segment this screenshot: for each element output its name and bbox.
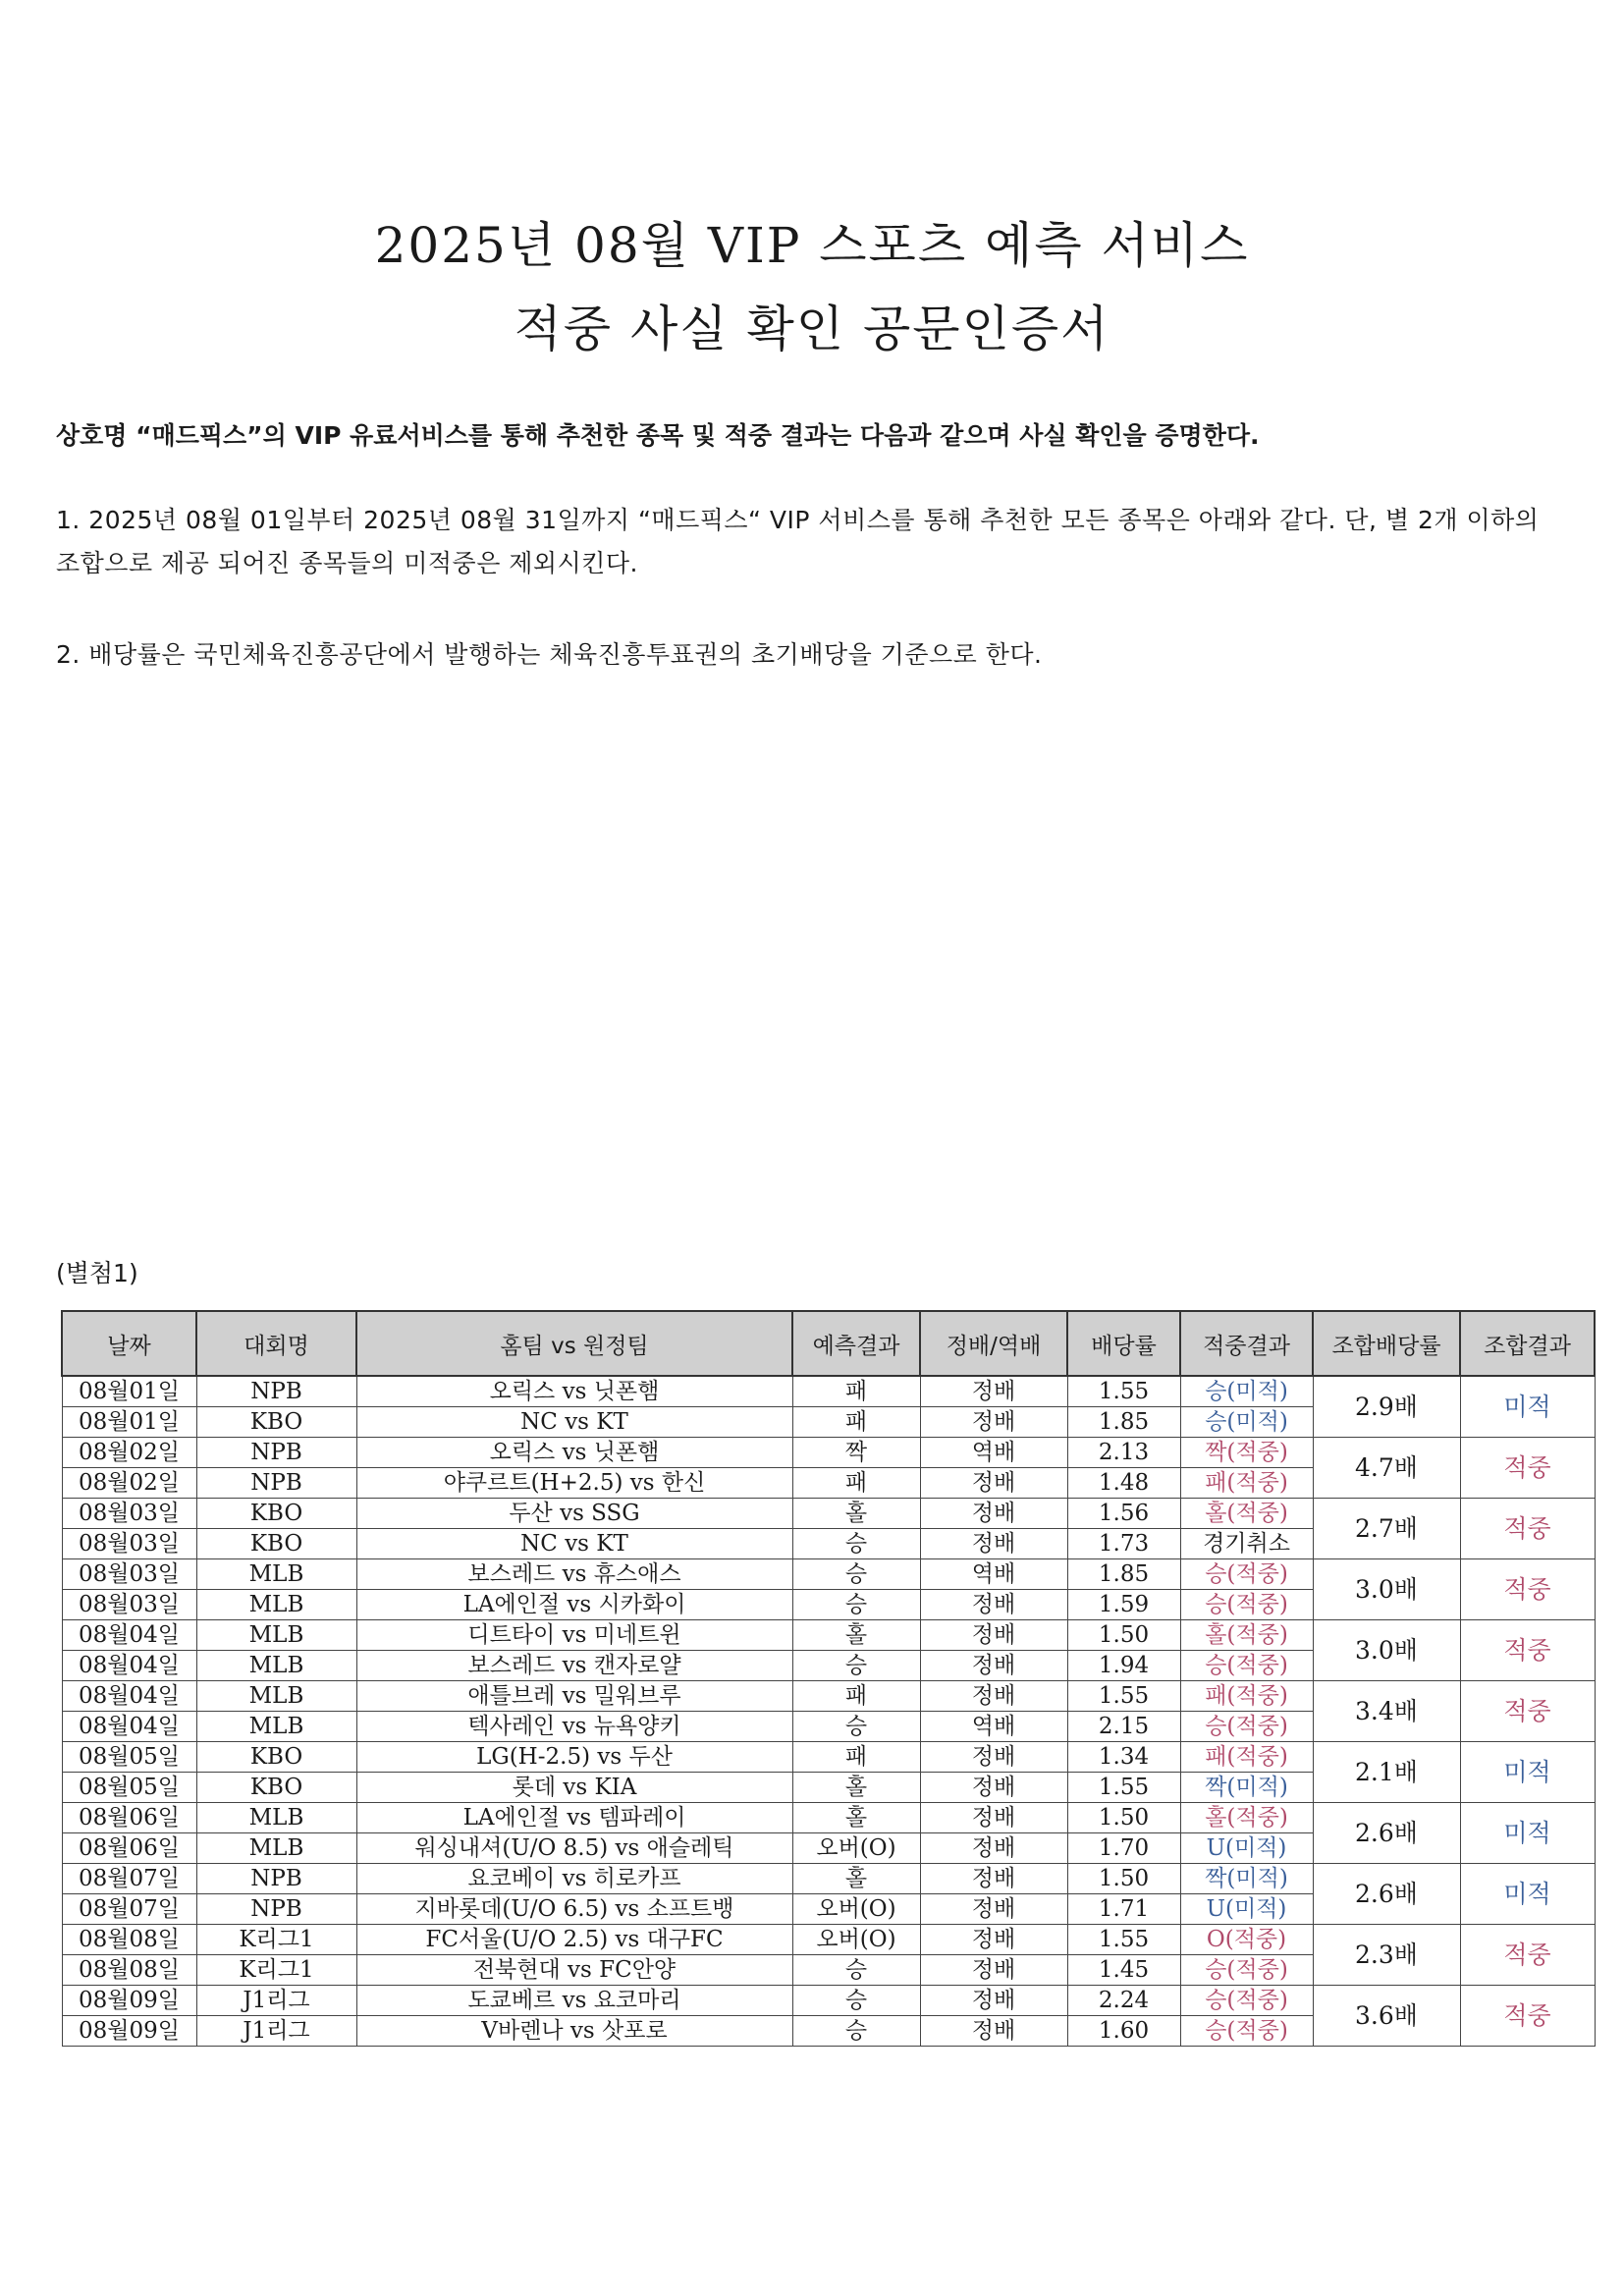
combo-result-cell: 적중 xyxy=(1460,1620,1595,1681)
date-cell: 08월04일 xyxy=(62,1681,196,1712)
favorite-cell: 정배 xyxy=(920,1529,1067,1559)
odds-cell: 1.60 xyxy=(1067,2016,1180,2047)
match-cell: 지바롯데(U/O 6.5) vs 소프트뱅 xyxy=(356,1894,792,1925)
match-cell: 롯데 vs KIA xyxy=(356,1773,792,1803)
odds-cell: 1.85 xyxy=(1067,1407,1180,1438)
match-cell: LA에인절 vs 시카화이 xyxy=(356,1590,792,1620)
favorite-cell: 정배 xyxy=(920,1590,1067,1620)
date-cell: 08월03일 xyxy=(62,1529,196,1559)
combo-result-cell: 적중 xyxy=(1460,1559,1595,1620)
match-cell: 텍사레인 vs 뉴욕양키 xyxy=(356,1712,792,1742)
league-cell: MLB xyxy=(196,1681,356,1712)
match-cell: 보스레드 vs 캔자로얄 xyxy=(356,1651,792,1681)
result-cell: 승(미적) xyxy=(1180,1407,1313,1438)
league-cell: MLB xyxy=(196,1833,356,1864)
league-cell: KBO xyxy=(196,1742,356,1773)
table-row xyxy=(62,1438,1595,1468)
favorite-cell: 정배 xyxy=(920,1864,1067,1894)
table-row xyxy=(62,1986,1595,2016)
league-cell: NPB xyxy=(196,1438,356,1468)
header-combo-odds: 조합배당률 xyxy=(1313,1311,1460,1376)
result-cell: 짝(미적) xyxy=(1180,1773,1313,1803)
odds-cell: 1.50 xyxy=(1067,1620,1180,1651)
pick-cell: 패 xyxy=(792,1376,920,1407)
date-cell: 08월09일 xyxy=(62,1986,196,2016)
match-cell: 두산 vs SSG xyxy=(356,1499,792,1529)
result-cell: 승(적중) xyxy=(1180,1559,1313,1590)
pick-cell: 홀 xyxy=(792,1773,920,1803)
match-cell: NC vs KT xyxy=(356,1407,792,1438)
league-cell: NPB xyxy=(196,1376,356,1407)
header-result: 적중결과 xyxy=(1180,1311,1313,1376)
date-cell: 08월03일 xyxy=(62,1590,196,1620)
league-cell: NPB xyxy=(196,1468,356,1499)
combo-odds-cell: 3.4배 xyxy=(1313,1681,1460,1742)
table-row xyxy=(62,1620,1595,1651)
favorite-cell: 정배 xyxy=(920,1742,1067,1773)
date-cell: 08월03일 xyxy=(62,1499,196,1529)
result-cell: 경기취소 xyxy=(1180,1529,1313,1559)
result-cell: O(적중) xyxy=(1180,1925,1313,1955)
intro-statement: 상호명 “매드픽스”의 VIP 유료서비스를 통해 추천한 종목 및 적중 결과는 다음과 같으며 사실 확인을 증명한다. xyxy=(56,421,1260,450)
document-title-line2: 적중 사실 확인 공문인증서 xyxy=(514,301,1110,357)
odds-cell: 1.73 xyxy=(1067,1529,1180,1559)
odds-cell: 2.24 xyxy=(1067,1986,1180,2016)
result-cell: 승(적중) xyxy=(1180,1955,1313,1986)
match-cell: 보스레드 vs 휴스애스 xyxy=(356,1559,792,1590)
table-row xyxy=(62,1925,1595,1955)
favorite-cell: 정배 xyxy=(920,1468,1067,1499)
match-cell: 야쿠르트(H+2.5) vs 한신 xyxy=(356,1468,792,1499)
match-cell: 디트타이 vs 미네트윈 xyxy=(356,1620,792,1651)
odds-cell: 1.55 xyxy=(1067,1681,1180,1712)
favorite-cell: 정배 xyxy=(920,2016,1067,2047)
combo-result-cell: 적중 xyxy=(1460,1681,1595,1742)
pick-cell: 오버(O) xyxy=(792,1925,920,1955)
attachment-label: (별첨1) xyxy=(56,1259,138,1287)
result-cell: U(미적) xyxy=(1180,1894,1313,1925)
result-cell: 승(미적) xyxy=(1180,1376,1313,1407)
result-cell: 패(적중) xyxy=(1180,1468,1313,1499)
combo-result-cell: 미적 xyxy=(1460,1803,1595,1864)
league-cell: MLB xyxy=(196,1712,356,1742)
match-cell: 오릭스 vs 닛폰햄 xyxy=(356,1438,792,1468)
table-row xyxy=(62,1681,1595,1712)
match-cell: 도쿄베르 vs 요코마리 xyxy=(356,1986,792,2016)
pick-cell: 홀 xyxy=(792,1620,920,1651)
result-cell: 승(적중) xyxy=(1180,1986,1313,2016)
league-cell: KBO xyxy=(196,1407,356,1438)
favorite-cell: 정배 xyxy=(920,1651,1067,1681)
favorite-cell: 정배 xyxy=(920,1499,1067,1529)
result-cell: 승(적중) xyxy=(1180,1590,1313,1620)
table-body xyxy=(62,1376,1595,2047)
match-cell: FC서울(U/O 2.5) vs 대구FC xyxy=(356,1925,792,1955)
favorite-cell: 정배 xyxy=(920,1407,1067,1438)
date-cell: 08월07일 xyxy=(62,1864,196,1894)
combo-result-cell: 적중 xyxy=(1460,1499,1595,1559)
table-row xyxy=(62,1499,1595,1529)
date-cell: 08월01일 xyxy=(62,1376,196,1407)
result-cell: 승(적중) xyxy=(1180,1712,1313,1742)
date-cell: 08월02일 xyxy=(62,1438,196,1468)
odds-cell: 1.48 xyxy=(1067,1468,1180,1499)
header-combo-result: 조합결과 xyxy=(1460,1311,1595,1376)
favorite-cell: 정배 xyxy=(920,1986,1067,2016)
clause-2: 2. 배당률은 국민체육진흥공단에서 발행하는 체육진흥투표권의 초기배당을 기준으로 한다. xyxy=(56,640,1043,669)
favorite-cell: 정배 xyxy=(920,1681,1067,1712)
combo-odds-cell: 2.7배 xyxy=(1313,1499,1460,1559)
favorite-cell: 정배 xyxy=(920,1955,1067,1986)
result-cell: 짝(미적) xyxy=(1180,1864,1313,1894)
header-odds: 배당률 xyxy=(1067,1311,1180,1376)
odds-cell: 1.71 xyxy=(1067,1894,1180,1925)
league-cell: KBO xyxy=(196,1499,356,1529)
date-cell: 08월01일 xyxy=(62,1407,196,1438)
league-cell: J1리그 xyxy=(196,2016,356,2047)
pick-cell: 승 xyxy=(792,1559,920,1590)
header-league: 대회명 xyxy=(196,1311,356,1376)
table-row xyxy=(62,1376,1595,1407)
header-match: 홈팀 vs 원정팀 xyxy=(356,1311,792,1376)
result-cell: 홀(적중) xyxy=(1180,1620,1313,1651)
pick-cell: 승 xyxy=(792,1590,920,1620)
league-cell: MLB xyxy=(196,1651,356,1681)
league-cell: KBO xyxy=(196,1529,356,1559)
header-favorite: 정배/역배 xyxy=(920,1311,1067,1376)
table-row xyxy=(62,1803,1595,1833)
pick-cell: 오버(O) xyxy=(792,1833,920,1864)
result-cell: 승(적중) xyxy=(1180,1651,1313,1681)
result-cell: 홀(적중) xyxy=(1180,1499,1313,1529)
favorite-cell: 정배 xyxy=(920,1803,1067,1833)
result-cell: 홀(적중) xyxy=(1180,1803,1313,1833)
combo-odds-cell: 2.6배 xyxy=(1313,1803,1460,1864)
combo-odds-cell: 4.7배 xyxy=(1313,1438,1460,1499)
result-cell: 승(적중) xyxy=(1180,2016,1313,2047)
odds-cell: 1.56 xyxy=(1067,1499,1180,1529)
pick-cell: 패 xyxy=(792,1468,920,1499)
header-pick: 예측결과 xyxy=(792,1311,920,1376)
favorite-cell: 역배 xyxy=(920,1438,1067,1468)
table-row xyxy=(62,1864,1595,1894)
date-cell: 08월04일 xyxy=(62,1620,196,1651)
date-cell: 08월04일 xyxy=(62,1651,196,1681)
favorite-cell: 정배 xyxy=(920,1833,1067,1864)
league-cell: K리그1 xyxy=(196,1955,356,1986)
combo-odds-cell: 2.3배 xyxy=(1313,1925,1460,1986)
combo-odds-cell: 2.1배 xyxy=(1313,1742,1460,1803)
favorite-cell: 역배 xyxy=(920,1712,1067,1742)
result-cell: 짝(적중) xyxy=(1180,1438,1313,1468)
result-cell: 패(적중) xyxy=(1180,1742,1313,1773)
pick-cell: 홀 xyxy=(792,1864,920,1894)
pick-cell: 승 xyxy=(792,1986,920,2016)
result-cell: 패(적중) xyxy=(1180,1681,1313,1712)
combo-odds-cell: 3.6배 xyxy=(1313,1986,1460,2047)
clause-1: 1. 2025년 08월 01일부터 2025년 08월 31일까지 “매드픽스“ VIP 서비스를 통해 추천한 모든 종목은 아래와 같다. 단, 별 2개 이하의 조합으로 제공 되어진 종목들의 미적중은 제외시킨다. xyxy=(56,506,1540,577)
odds-cell: 1.85 xyxy=(1067,1559,1180,1590)
match-cell: LG(H-2.5) vs 두산 xyxy=(356,1742,792,1773)
pick-cell: 패 xyxy=(792,1407,920,1438)
table-row xyxy=(62,1559,1595,1590)
combo-result-cell: 미적 xyxy=(1460,1376,1595,1438)
favorite-cell: 정배 xyxy=(920,1376,1067,1407)
date-cell: 08월05일 xyxy=(62,1742,196,1773)
combo-result-cell: 적중 xyxy=(1460,1986,1595,2047)
league-cell: MLB xyxy=(196,1559,356,1590)
odds-cell: 1.94 xyxy=(1067,1651,1180,1681)
league-cell: MLB xyxy=(196,1803,356,1833)
match-cell: 요코베이 vs 히로카프 xyxy=(356,1864,792,1894)
document-title-line1: 2025년 08월 VIP 스포츠 예측 서비스 xyxy=(374,217,1250,274)
date-cell: 08월08일 xyxy=(62,1955,196,1986)
date-cell: 08월09일 xyxy=(62,2016,196,2047)
table-header-row xyxy=(62,1311,1595,1376)
date-cell: 08월06일 xyxy=(62,1833,196,1864)
table-row xyxy=(62,1742,1595,1773)
odds-cell: 1.55 xyxy=(1067,1773,1180,1803)
date-cell: 08월02일 xyxy=(62,1468,196,1499)
date-cell: 08월03일 xyxy=(62,1559,196,1590)
pick-cell: 홀 xyxy=(792,1499,920,1529)
league-cell: MLB xyxy=(196,1620,356,1651)
league-cell: NPB xyxy=(196,1864,356,1894)
combo-result-cell: 적중 xyxy=(1460,1925,1595,1986)
odds-cell: 1.59 xyxy=(1067,1590,1180,1620)
match-cell: 워싱내셔(U/O 8.5) vs 애슬레틱 xyxy=(356,1833,792,1864)
combo-odds-cell: 3.0배 xyxy=(1313,1559,1460,1620)
odds-cell: 1.45 xyxy=(1067,1955,1180,1986)
pick-cell: 패 xyxy=(792,1681,920,1712)
header-date: 날짜 xyxy=(62,1311,196,1376)
favorite-cell: 정배 xyxy=(920,1620,1067,1651)
pick-cell: 홀 xyxy=(792,1803,920,1833)
pick-cell: 패 xyxy=(792,1742,920,1773)
combo-result-cell: 적중 xyxy=(1460,1438,1595,1499)
match-cell: LA에인절 vs 템파레이 xyxy=(356,1803,792,1833)
league-cell: MLB xyxy=(196,1590,356,1620)
pick-cell: 승 xyxy=(792,2016,920,2047)
combo-odds-cell: 2.9배 xyxy=(1313,1376,1460,1438)
odds-cell: 1.55 xyxy=(1067,1925,1180,1955)
date-cell: 08월06일 xyxy=(62,1803,196,1833)
favorite-cell: 정배 xyxy=(920,1894,1067,1925)
date-cell: 08월08일 xyxy=(62,1925,196,1955)
odds-cell: 1.50 xyxy=(1067,1803,1180,1833)
pick-cell: 짝 xyxy=(792,1438,920,1468)
date-cell: 08월07일 xyxy=(62,1894,196,1925)
odds-cell: 2.15 xyxy=(1067,1712,1180,1742)
odds-cell: 2.13 xyxy=(1067,1438,1180,1468)
odds-cell: 1.70 xyxy=(1067,1833,1180,1864)
favorite-cell: 역배 xyxy=(920,1559,1067,1590)
match-cell: 전북현대 vs FC안양 xyxy=(356,1955,792,1986)
league-cell: NPB xyxy=(196,1894,356,1925)
date-cell: 08월05일 xyxy=(62,1773,196,1803)
combo-odds-cell: 2.6배 xyxy=(1313,1864,1460,1925)
pick-cell: 승 xyxy=(792,1955,920,1986)
combo-result-cell: 미적 xyxy=(1460,1864,1595,1925)
match-cell: NC vs KT xyxy=(356,1529,792,1559)
favorite-cell: 정배 xyxy=(920,1925,1067,1955)
results-table xyxy=(61,1310,1596,2047)
pick-cell: 승 xyxy=(792,1651,920,1681)
favorite-cell: 정배 xyxy=(920,1773,1067,1803)
league-cell: KBO xyxy=(196,1773,356,1803)
date-cell: 08월04일 xyxy=(62,1712,196,1742)
match-cell: 애틀브레 vs 밀워브루 xyxy=(356,1681,792,1712)
odds-cell: 1.34 xyxy=(1067,1742,1180,1773)
match-cell: V바렌나 vs 삿포로 xyxy=(356,2016,792,2047)
league-cell: J1리그 xyxy=(196,1986,356,2016)
combo-result-cell: 미적 xyxy=(1460,1742,1595,1803)
match-cell: 오릭스 vs 닛폰햄 xyxy=(356,1376,792,1407)
pick-cell: 오버(O) xyxy=(792,1894,920,1925)
odds-cell: 1.55 xyxy=(1067,1376,1180,1407)
combo-odds-cell: 3.0배 xyxy=(1313,1620,1460,1681)
pick-cell: 승 xyxy=(792,1529,920,1559)
league-cell: K리그1 xyxy=(196,1925,356,1955)
pick-cell: 승 xyxy=(792,1712,920,1742)
result-cell: U(미적) xyxy=(1180,1833,1313,1864)
odds-cell: 1.50 xyxy=(1067,1864,1180,1894)
